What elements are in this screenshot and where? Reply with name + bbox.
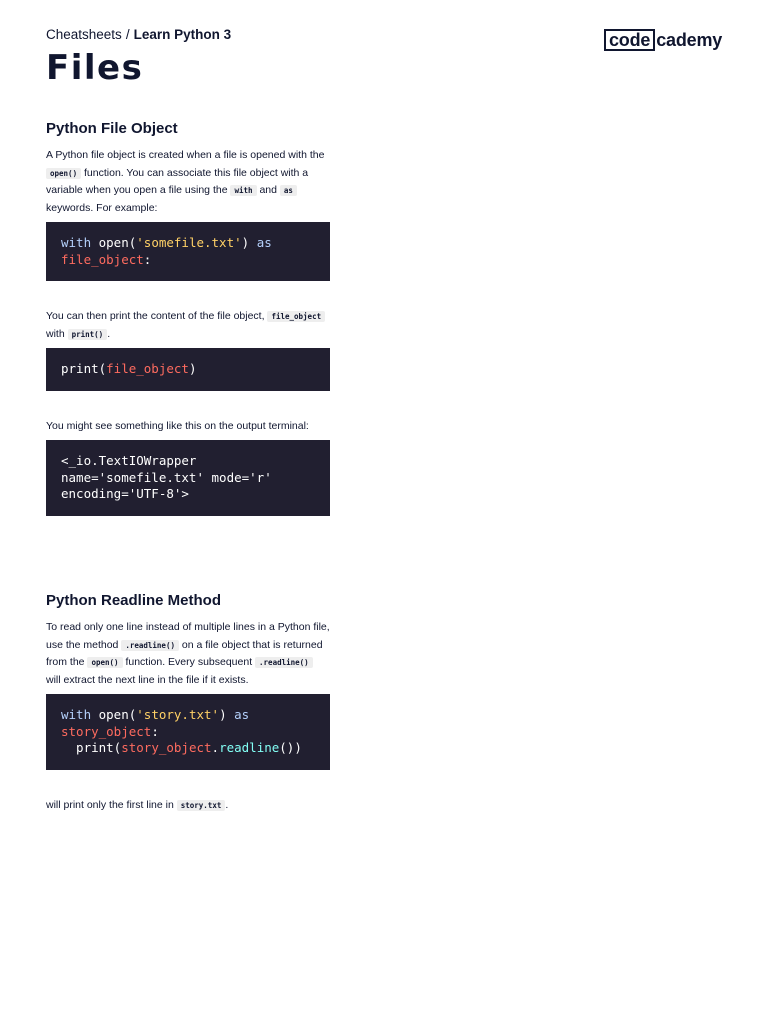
- code-text: print(: [61, 740, 122, 755]
- text: You can then print the content of the file object,: [46, 310, 268, 322]
- code-line: <_io.TextIOWrapper: [61, 453, 197, 468]
- paragraph: [46, 619, 330, 689]
- inline-code: story.txt: [177, 800, 226, 811]
- text: and: [256, 184, 280, 196]
- code-keyword: as: [234, 707, 250, 722]
- text: function. Every subsequent: [122, 656, 256, 668]
- paragraph: [46, 308, 330, 343]
- code-block: [46, 222, 330, 281]
- breadcrumb-root-link[interactable]: Cheatsheets: [46, 27, 122, 42]
- logo-box-text: code: [604, 29, 655, 51]
- inline-code: print(): [68, 329, 108, 340]
- text: .: [107, 327, 111, 340]
- code-keyword: as: [256, 235, 272, 250]
- code-variable: story_object: [61, 723, 152, 739]
- page-title: Files: [46, 48, 144, 88]
- codecademy-logo[interactable]: [604, 29, 722, 51]
- code-text: ): [188, 361, 197, 376]
- code-variable: file_object: [106, 361, 189, 376]
- text: keywords. For example:: [46, 201, 158, 214]
- code-keyword: with: [61, 235, 92, 250]
- logo-rest-text: cademy: [656, 30, 723, 50]
- text: will print only the first line in: [46, 798, 177, 811]
- code-text: open(: [91, 707, 137, 722]
- code-text: :: [143, 251, 152, 267]
- inline-code: .readline(): [255, 657, 313, 668]
- text: To read only one line instead of multiple lines in a Python file, use the method: [46, 621, 330, 651]
- code-variable: file_object: [61, 251, 144, 267]
- text: will extract the next line in the file if it exists.: [46, 673, 249, 686]
- code-text: :: [151, 723, 159, 739]
- code-block: [46, 440, 330, 516]
- inline-code: as: [280, 185, 297, 196]
- paragraph: [46, 797, 330, 815]
- code-string: 'somefile.txt': [136, 235, 242, 250]
- code-text: .: [211, 740, 220, 755]
- code-variable: story_object: [121, 740, 212, 755]
- code-block: [46, 348, 330, 391]
- code-text: ): [219, 707, 235, 722]
- breadcrumb-separator: /: [125, 27, 130, 42]
- text: .: [225, 798, 229, 811]
- code-line: name='somefile.txt' mode='r': [61, 469, 272, 485]
- inline-code: with: [230, 185, 256, 196]
- section-python-file-object: [46, 120, 330, 516]
- code-text: open(: [91, 235, 137, 250]
- inline-code: open(): [46, 168, 81, 179]
- section-heading: Python File Object: [46, 120, 178, 137]
- code-block: [46, 694, 330, 770]
- breadcrumb: [46, 27, 231, 42]
- inline-code: open(): [87, 657, 122, 668]
- code-text: ): [241, 235, 257, 250]
- code-line: encoding='UTF-8'>: [61, 486, 189, 501]
- section-heading: Python Readline Method: [46, 592, 222, 609]
- code-string: 'story.txt': [136, 707, 220, 722]
- text: A Python file object is created when a file is opened with the: [46, 149, 325, 161]
- code-text: ()): [279, 740, 302, 755]
- inline-code: .readline(): [121, 640, 179, 651]
- code-function: readline: [219, 740, 280, 755]
- text: function. You can associate this file object with a variable when you open a file using the: [46, 166, 309, 196]
- paragraph: [46, 147, 330, 217]
- text: with: [46, 327, 68, 340]
- paragraph: [46, 418, 330, 436]
- breadcrumb-current-link[interactable]: Learn Python 3: [133, 27, 232, 42]
- inline-code: file_object: [267, 311, 325, 322]
- text: on a file object that is returned from the: [46, 638, 323, 668]
- code-keyword: with: [61, 707, 92, 722]
- text: You might see something like this on the output terminal:: [46, 419, 309, 432]
- section-python-readline-method: [46, 592, 330, 814]
- code-text: print(: [61, 361, 107, 376]
